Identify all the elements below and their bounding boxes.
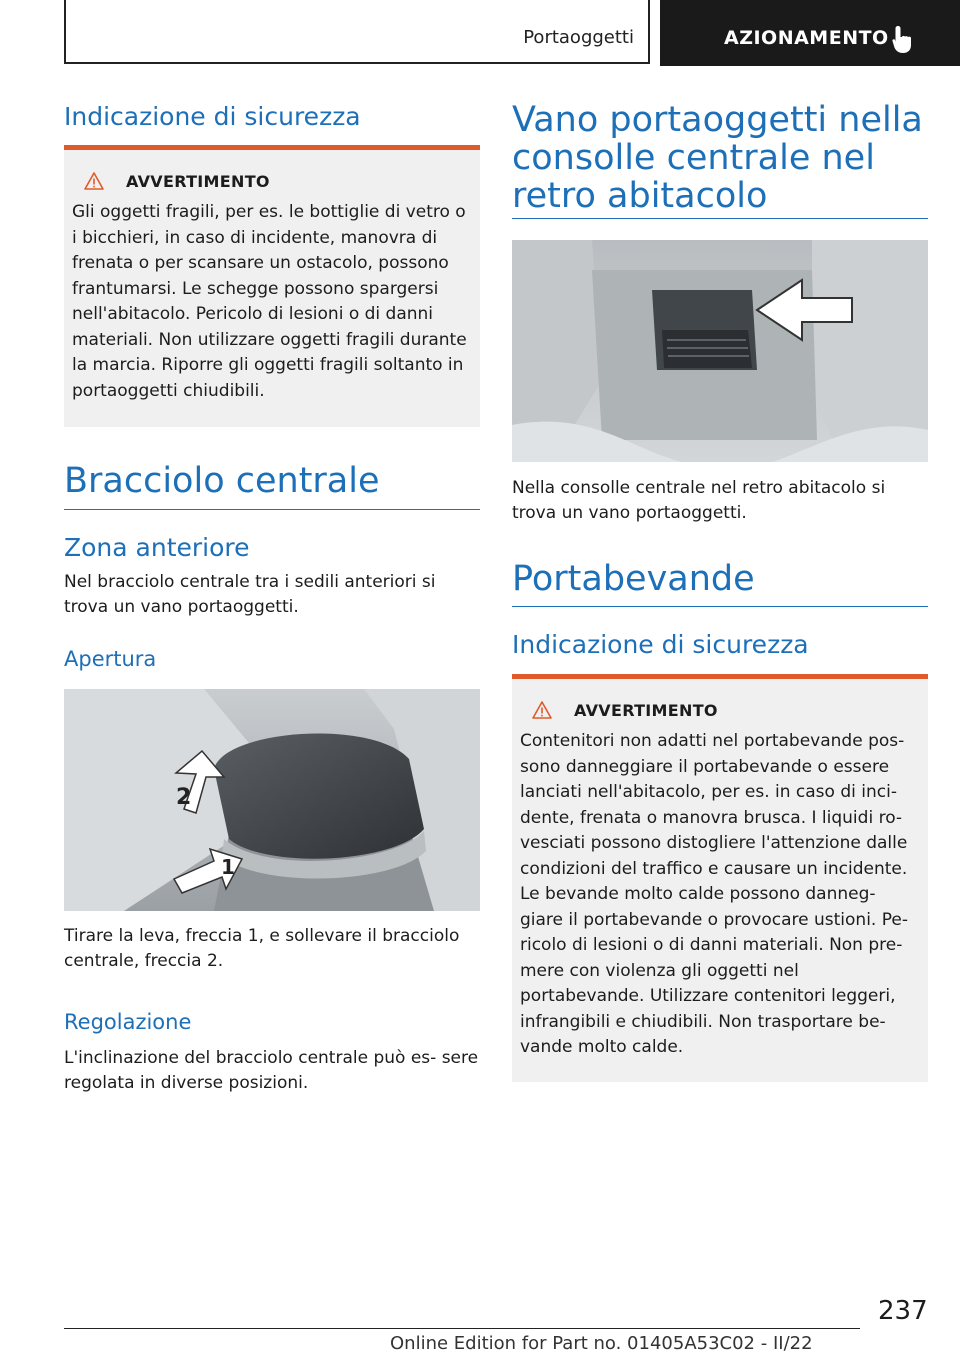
chapter-title: AZIONAMENTO	[724, 27, 889, 49]
warning-label: AVVERTIMENTO	[126, 171, 270, 191]
edition-text: Online Edition for Part no. 01405A53C02 - II/22	[390, 1333, 813, 1354]
heading-rule	[512, 218, 928, 219]
heading-rule	[512, 606, 928, 607]
footer-rule	[64, 1328, 860, 1329]
page-number: 237	[878, 1296, 928, 1326]
warning-title	[532, 697, 920, 723]
cupholder-heading: Portabevande	[512, 559, 755, 599]
chapter-tab	[660, 0, 960, 66]
page-header	[0, 0, 960, 66]
front-zone-text: Nel bracciolo centrale tra i sedili anteriori si trova un vano portaoggetti.	[64, 572, 436, 617]
adjust-heading: Regolazione	[64, 1010, 192, 1034]
warning-triangle-icon	[532, 700, 552, 720]
armrest-heading: Bracciolo centrale	[64, 461, 380, 501]
section-title: Portaoggetti	[523, 27, 634, 48]
heading-rule	[64, 509, 480, 510]
rear-console-text: Nella consolle centrale nel retro abitacolo si trova un vano portaoggetti.	[512, 478, 886, 523]
cupholder-safety-heading: Indicazione di sicurezza	[512, 630, 809, 659]
arrow-1-label: 1	[221, 855, 235, 879]
cupholder-warning-box	[512, 674, 928, 1082]
front-zone-heading: Zona anteriore	[64, 533, 250, 562]
warning-text: Gli oggetti fragili, per es. le bottiglie di vetro o i bicchieri, in caso di incidente, manovra di frenata o per scansare un ostacolo, possono frantumarsi. Le schegge possono spargersi nell'abitacolo. Pericolo di lesioni o di danni materiali. Non utilizzare oggetti fragili durante la marcia. Riporre gli oggetti fragili soltanto in portaoggetti chiudibili.	[72, 202, 467, 401]
armrest-photo	[64, 689, 480, 911]
section-tab	[64, 0, 650, 64]
adjust-text: L'inclinazione del bracciolo centrale può es- sere regolata in diverse posizioni.	[64, 1048, 479, 1093]
safety-heading: Indicazione di sicurezza	[64, 102, 361, 131]
pointing-hand-icon	[890, 24, 916, 54]
warning-text: Contenitori non adatti nel portabevande pos- sono danneggiare il portabevande o essere lanciati nell'abitacolo, per es. in caso di inci- dente, frenata o manovra brusca. I liquidi ro- vesciati possono distogliere l'attenzione dalle condizioni del traffico e causare un incidente. Le bevande molto calde possono danneg- giare il portabevande o provocare ustioni. Pe- ricolo di lesioni o di danni materiali. Non pre- mere con violenza gli oggetti nel portabevande. Utilizzare contenitori leggeri, infrangibili e chiudibili. Non trasportare be- vande molto calde.	[520, 731, 908, 1057]
opening-heading: Apertura	[64, 647, 157, 671]
arrow-2-label: 2	[176, 785, 192, 810]
rear-console-photo	[512, 240, 928, 462]
warning-title	[84, 168, 472, 194]
warning-triangle-icon	[84, 171, 104, 191]
warning-box	[64, 145, 480, 427]
rear-console-heading: Vano portaoggetti nella consolle centrale nel retro abitacolo	[512, 100, 923, 216]
warning-label: AVVERTIMENTO	[574, 700, 718, 720]
opening-text: Tirare la leva, freccia 1, e sollevare il bracciolo centrale, freccia 2.	[64, 926, 460, 971]
